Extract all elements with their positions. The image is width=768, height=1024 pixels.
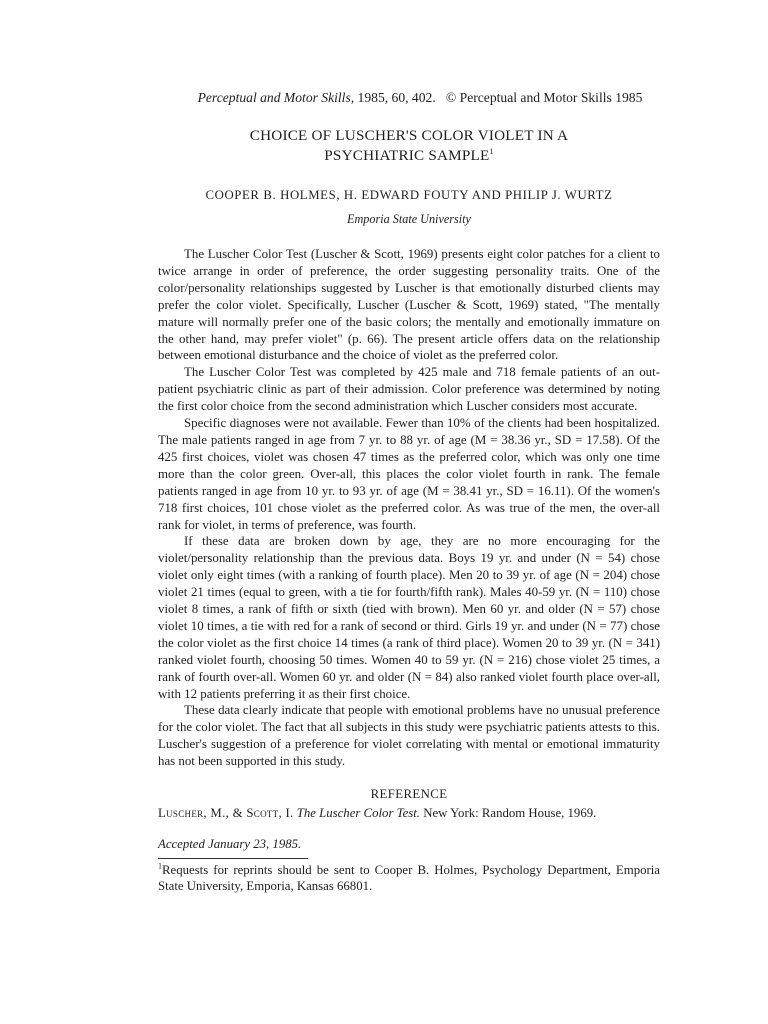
reference-heading: REFERENCE — [370, 787, 448, 802]
paragraph-2: The Luscher Color Test was completed by 425 male and 718 female patients of an out-patient psychiatric clinic as part of their admission. Color preference was determined by noting the first color choice from the second administration which Luscher considers most accurate. — [158, 365, 660, 414]
footnote — [158, 862, 660, 894]
article-body — [158, 246, 660, 770]
reference-book-title: The Luscher Color Test. — [296, 806, 420, 821]
article-page — [158, 88, 660, 894]
paragraph-4: If these data are broken down by age, they are no more encouraging for the violet/personality relationship than the previous data. Boys 19 yr. and under (N = 54) chose violet only eight times (with a ranking of fourth place). Men 20 to 39 yr. of age (N = 204) chose violet 21 times (equal to green, with a tie for fourth/fifth rank). Males 40-59 yr. (N = 110) chose violet 8 times, a rank of fifth or sixth (tied with brown). Men 60 yr. and older (N = 57) chose violet 10 times, a tie with red for a rank of second or third. Girls 19 yr. and under (N = 77) chose the color violet as the first choice 14 times (a rank of third place). Women 20 to 39 yr. (N = 341) ranked violet fourth, choosing 50 times. Women 40 to 59 yr. (N = 216) chose violet 25 times, a rank of fourth over-all. Women 60 yr. and older (N = 84) also ranked violet fourth place over-all, with 12 patients preferring it as their first choice. — [158, 534, 660, 701]
reference-publisher: New York: Random House, 1969. — [420, 806, 597, 821]
paragraph-3: Specific diagnoses were not available. Fewer than 10% of the clients had been hospitalized. The male patients ranged in age from 7 yr. to 88 yr. of age (M = 38.36 yr., SD = 17.58). Of the 425 first choices, violet was chosen 47 times as the preferred color, which was only one time more than the color green. Over-all, this places the color violet fourth in rank. The female patients ranged in age from 10 yr. to 93 yr. of age (M = 38.41 yr., SD = 16.11). Of the women's 718 first choices, 101 chose violet as the preferred color. As was true of the men, the over-all rank for violet, in terms of preference, was fourth. — [158, 416, 660, 532]
footnote-divider — [158, 858, 308, 859]
accepted-date: Accepted January 23, 1985. — [158, 837, 302, 852]
affiliation: Emporia State University — [347, 212, 471, 226]
journal-name: Perceptual and Motor Skills, — [197, 90, 355, 105]
reference-authors: Luscher, M., & Scott, I. — [158, 806, 294, 821]
title-line-2 — [158, 146, 660, 166]
paragraph-1: The Luscher Color Test (Luscher & Scott, 1969) presents eight color patches for a client to twice arrange in order of preference, the order suggesting personality traits. One of the color/personality relationships suggested by Luscher is that emotionally disturbed clients may prefer the color violet. Specifically, Luscher (Luscher & Scott, 1969) stated, "The mentally mature will normally prefer one of the basic colors; the mentally and emotionally immature on the other hand, may prefer violet" (p. 66). The present article offers data on the relationship between emotional disturbance and the choice of violet as the preferred color. — [158, 247, 660, 363]
title-footnote-marker: 1 — [489, 146, 494, 156]
citation-details: 1985, 60, 402. © Perceptual and Motor Skills 1985 — [354, 90, 643, 105]
article-title — [158, 126, 660, 166]
reference-entry — [158, 805, 660, 822]
footnote-marker: 1 — [158, 861, 162, 871]
author-list: COOPER B. HOLMES, H. EDWARD FOUTY AND PHILIP J. WURTZ — [205, 188, 613, 202]
footnote-text: Requests for reprints should be sent to Cooper B. Holmes, Psychology Department, Emporia State University, Emporia, Kansas 66801. — [158, 863, 660, 894]
paragraph-5: These data clearly indicate that people with emotional problems have no unusual preference for the color violet. The fact that all subjects in this study were psychiatric patients attests to this. Luscher's suggestion of a preference for violet correlating with mental or emotional immaturity has not been supported in this study. — [158, 703, 660, 769]
journal-citation-line — [158, 88, 660, 108]
title-line-1: CHOICE OF LUSCHER'S COLOR VIOLET IN A — [249, 127, 569, 144]
title-line-2-text: PSYCHIATRIC SAMPLE — [324, 147, 490, 164]
